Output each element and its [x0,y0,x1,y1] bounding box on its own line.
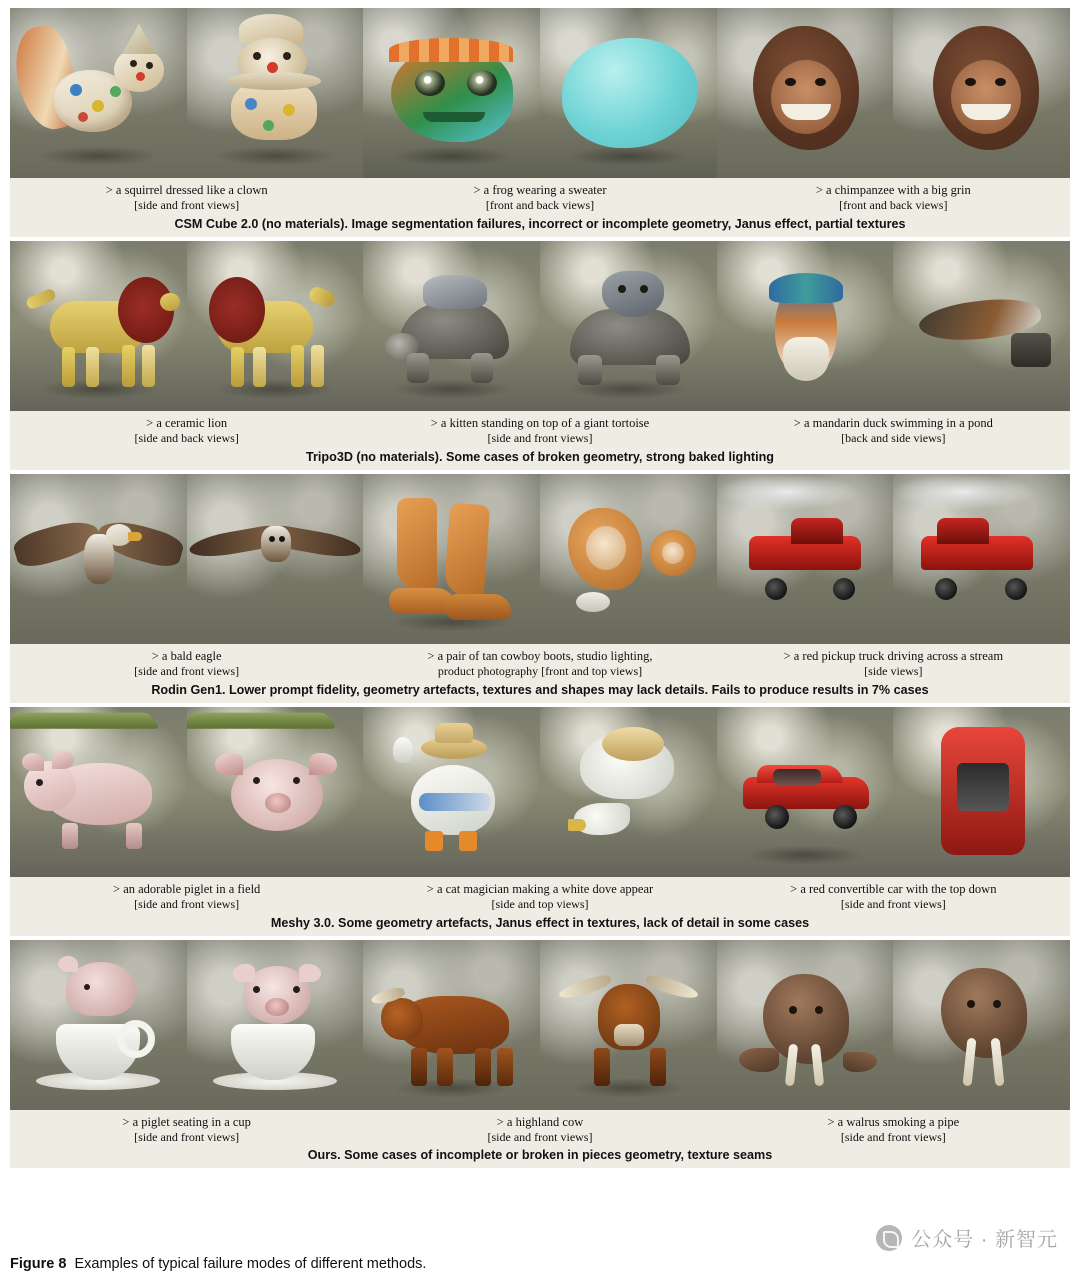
render-row [10,241,1070,411]
prompt-text: > an adorable piglet in a field [113,881,261,896]
render-row [10,474,1070,644]
prompt-text: > a piglet seating in a cup [122,1114,251,1129]
caption-pair [363,1110,716,1147]
prompt-text: > a red convertible car with the top down [790,881,997,896]
render-piglet-in-cup-side [10,940,187,1110]
render-chimpanzee-grin-back [893,8,1070,178]
views-text: [side and front views] [840,1129,946,1144]
caption-pair [717,1110,1070,1147]
caption-row [10,411,1070,448]
render-walrus-pipe-side [717,940,894,1110]
views-text: product photography [front and top views] [437,664,643,678]
render-walrus-pipe-front [893,940,1070,1110]
watermark-text: 公众号 · 新智元 [911,1229,1058,1251]
method-summary-meshy-3: Meshy 3.0. Some geometry artefacts, Janus effect in textures, lack of detail in some cases [270,915,810,930]
prompt-text: > a squirrel dressed like a clown [105,183,268,197]
render-convertible-car-front [893,707,1070,877]
render-piglet-in-cup-front [187,940,364,1110]
method-block-rodin-gen1 [10,474,1070,703]
views-text: [side and front views] [134,198,240,213]
prompt-text: > a pair of tan cowboy boots, studio lighting, [427,648,653,663]
caption-pair [717,411,1070,448]
caption-pair [717,877,1070,914]
views-text: [front and back views] [485,198,595,213]
render-piglet-field-front [187,707,364,877]
prompt-text: > a bald eagle [151,648,222,663]
method-summary-csm-cube-2: CSM Cube 2.0 (no materials). Image segmentation failures, incorrect or incomplete geometry, Janus effect, partial textures [174,216,906,231]
render-cowboy-boots-top [540,474,717,644]
figure-8-grid [10,8,1070,1172]
method-summary-rodin-gen1: Rodin Gen1. Lower prompt fidelity, geometry artefacts, textures and shapes may lack details. Fails to produce results in 7% cases [151,682,929,697]
render-row [10,707,1070,877]
prompt-text: > a frog wearing a sweater [473,183,607,197]
caption-pair [10,644,363,681]
prompt-text: > a kitten standing on top of a giant tortoise [430,415,650,430]
render-pickup-truck-side-2 [893,474,1070,644]
views-text: [side and front views] [487,431,593,446]
render-cowboy-boots-front [363,474,540,644]
caption-pair [363,178,716,215]
views-text: [side and front views] [134,664,240,678]
render-convertible-car-side [717,707,894,877]
prompt-text: > a red pickup truck driving across a stream [783,648,1004,663]
render-kitten-tortoise-front [540,241,717,411]
views-text: [side and back views] [134,431,239,446]
render-ceramic-lion-side [10,241,187,411]
figure-caption-text: Examples of typical failure modes of different methods. [74,1256,427,1272]
render-squirrel-clown-front [187,8,364,178]
render-pickup-truck-side-1 [717,474,894,644]
method-block-tripo3d [10,241,1070,470]
render-bald-eagle-front [187,474,364,644]
method-summary-tripo3d: Tripo3D (no materials). Some cases of broken geometry, strong baked lighting [306,449,774,464]
render-piglet-field-side [10,707,187,877]
watermark-logo-icon [876,1225,902,1251]
figure-label: Figure 8 [10,1256,67,1272]
render-ceramic-lion-back [187,241,364,411]
caption-pair [10,411,363,448]
render-row [10,8,1070,178]
caption-pair [10,877,363,914]
render-bald-eagle-side [10,474,187,644]
views-text: [side views] [864,664,923,678]
render-mandarin-duck-back [717,241,894,411]
prompt-text: > a ceramic lion [146,415,228,430]
render-chimpanzee-grin-front [717,8,894,178]
views-text: [side and front views] [487,1129,593,1144]
prompt-text: > a cat magician making a white dove appear [426,881,654,896]
render-squirrel-clown-side [10,8,187,178]
prompt-text: > a chimpanzee with a big grin [815,183,971,197]
render-highland-cow-front [540,940,717,1110]
caption-pair [363,644,716,681]
figure-caption [10,1256,426,1272]
caption-pair [717,178,1070,215]
watermark [876,1223,1058,1252]
prompt-text: > a highland cow [496,1114,584,1129]
method-summary-ours: Ours. Some cases of incomplete or broken in pieces geometry, texture seams [307,1148,773,1163]
views-text: [back and side views] [841,431,946,446]
render-highland-cow-side [363,940,540,1110]
caption-pair [717,644,1070,681]
render-frog-sweater-front [363,8,540,178]
method-block-ours [10,940,1070,1169]
render-kitten-tortoise-side [363,241,540,411]
views-text: [side and front views] [134,896,240,911]
prompt-text: > a walrus smoking a pipe [827,1114,960,1129]
views-text: [front and back views] [839,198,948,213]
caption-row [10,644,1070,681]
method-block-meshy-3 [10,707,1070,936]
render-cat-magician-dove-top [540,707,717,877]
render-row [10,940,1070,1110]
caption-row [10,178,1070,215]
caption-row [10,1110,1070,1147]
render-mandarin-duck-side [893,241,1070,411]
prompt-text: > a mandarin duck swimming in a pond [793,415,993,430]
caption-row [10,877,1070,914]
caption-pair [363,877,716,914]
caption-pair [10,1110,363,1147]
caption-pair [10,178,363,215]
views-text: [side and front views] [840,896,946,911]
render-cat-magician-dove-side [363,707,540,877]
render-frog-sweater-back [540,8,717,178]
method-block-csm-cube-2 [10,8,1070,237]
views-text: [side and top views] [491,896,589,911]
views-text: [side and front views] [134,1129,240,1144]
caption-pair [363,411,716,448]
